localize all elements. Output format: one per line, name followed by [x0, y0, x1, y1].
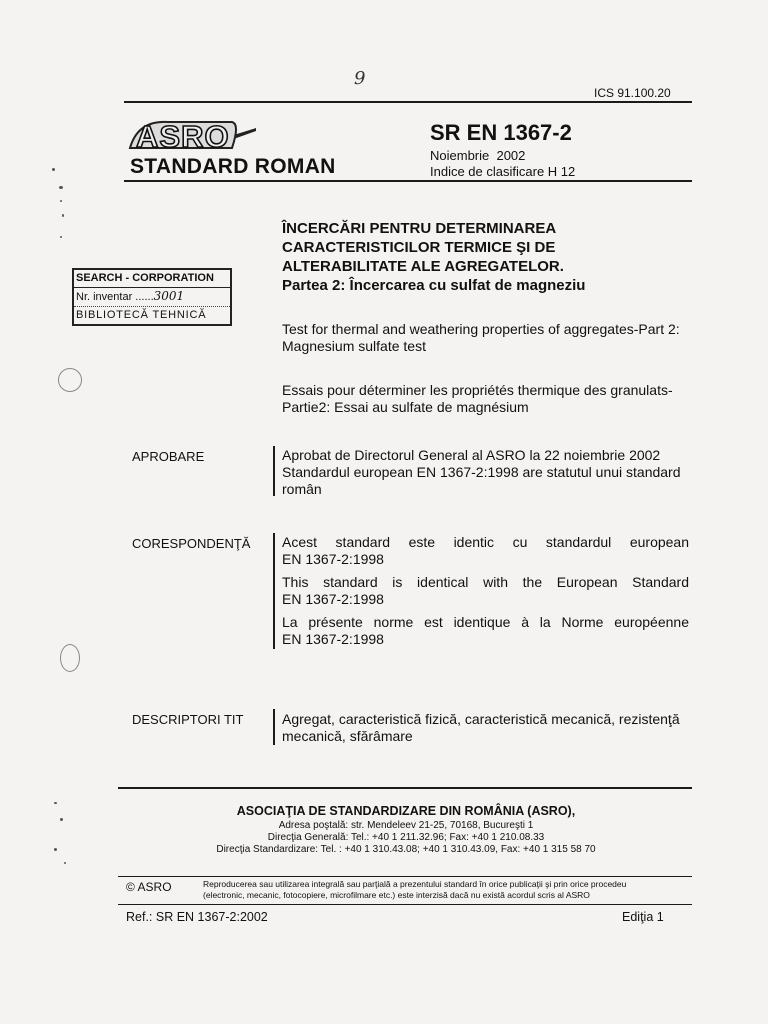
footer-address-line: Direcţia Generală: Tel.: +40 1 211.32.96; Fax: +40 1 210.08.33 [267, 832, 545, 843]
aprobare-line: român [282, 481, 322, 497]
descriptori-line: Agregat, caracteristică fizică, caracteristică mecanică, rezistenţă [282, 711, 680, 727]
punch-hole-mark [58, 368, 82, 392]
corespondenta-fr-ref: EN 1367-2:1998 [282, 631, 384, 647]
corespondenta-fr-line: La présente norme est identique à la Norme européenne [282, 614, 689, 630]
corespondenta-en-line: This standard is identical with the European Standard [282, 574, 689, 590]
scan-speck [64, 862, 66, 864]
title-fr-line: Partie2: Essai au sulfate de magnésium [282, 399, 529, 415]
stamp-inventory-label: Nr. inventar ...... [76, 291, 154, 303]
punch-hole-mark [60, 644, 80, 672]
publication-date: Noiembrie 2002 [430, 148, 526, 163]
stamp-line-3: BIBLIOTECĂ TEHNICĂ [76, 309, 207, 321]
footer-address-line: Adresa poştală: str. Mendeleev 21-25, 70168, Bucureşti 1 [278, 820, 534, 831]
stamp-line-1: SEARCH - CORPORATION [74, 270, 230, 288]
descriptori-text [282, 711, 692, 745]
scan-speck [62, 214, 64, 217]
corespondenta-text [282, 534, 689, 648]
title-ro-line: Partea 2: Încercarea cu sulfat de magneziu [282, 277, 586, 294]
stamp-line-2 [74, 288, 230, 307]
descriptori-label: DESCRIPTORI TIT [132, 712, 244, 727]
footer-address [0, 820, 768, 856]
corespondenta-en-ref: EN 1367-2:1998 [282, 591, 384, 607]
standard-number: SR EN 1367-2 [430, 120, 572, 145]
aprobare-bar [273, 446, 275, 496]
handwritten-page-mark: 9 [354, 68, 366, 89]
title-romanian [282, 219, 585, 295]
copyright-notice [203, 879, 626, 901]
scan-speck [60, 236, 62, 238]
asro-logo-graphic [128, 114, 348, 158]
asro-logo [128, 114, 348, 158]
notice-rule [118, 876, 692, 877]
classification-index: Indice de clasificare H 12 [430, 164, 576, 179]
corespondenta-label: CORESPONDENŢĂ [132, 536, 251, 551]
copyright-label: © ASRO [126, 880, 172, 894]
title-french [282, 382, 673, 416]
logo-text: ASRO [136, 119, 230, 154]
title-ro-line: ÎNCERCĂRI PENTRU DETERMINAREA [282, 220, 557, 237]
descriptori-line: mecanică, sfărâmare [282, 728, 413, 744]
corespondenta-ro-ref: EN 1367-2:1998 [282, 551, 384, 567]
brand-name: STANDARD ROMAN [130, 155, 336, 178]
copyright-notice-line: Reproducerea sau utilizarea integrală sau parţială a prezentului standard în orice publicaţii şi prin orice procedeu [203, 879, 627, 889]
stamp-inventory-number: 3001 [153, 289, 185, 303]
title-ro-line: CARACTERISTICILOR TERMICE ŞI DE [282, 239, 556, 256]
scan-speck [59, 186, 63, 189]
title-en-line: Test for thermal and weathering properties of aggregates-Part 2: [282, 321, 680, 337]
top-rule [124, 101, 692, 103]
title-en-line: Magnesium sulfate test [282, 338, 426, 354]
aprobare-line: Standardul european EN 1367-2:1998 are statutul unui standard [282, 464, 681, 480]
title-english [282, 321, 680, 355]
bottom-rule [118, 904, 692, 905]
document-reference: Ref.: SR EN 1367-2:2002 [126, 910, 268, 924]
copyright-notice-line: (electronic, mecanic, fotocopiere, microfilmare etc.) este interzisă dacă nu există acordul scris al ASRO [203, 890, 590, 900]
aprobare-text [282, 447, 694, 498]
edition: Ediţia 1 [622, 910, 664, 924]
header-rule [124, 180, 692, 182]
scan-speck [52, 168, 55, 171]
footer-address-line: Direcţia Standardizare: Tel. : +40 1 310.43.08; +40 1 310.43.09, Fax: +40 1 315 58 70 [216, 844, 596, 855]
library-stamp [72, 268, 232, 326]
aprobare-line: Aprobat de Directorul General al ASRO la 22 noiembrie 2002 [282, 447, 661, 463]
descriptori-bar [273, 709, 275, 745]
footer-organization: ASOCIAŢIA DE STANDARDIZARE DIN ROMÂNIA (ASRO), [236, 804, 576, 818]
aprobare-label: APROBARE [132, 449, 205, 464]
corespondenta-ro-line: Acest standard este identic cu standardul european [282, 534, 689, 550]
title-fr-line: Essais pour déterminer les propriétés thermique des granulats- [282, 382, 673, 398]
footer-rule [118, 787, 692, 789]
scan-speck [60, 200, 62, 202]
title-ro-line: ALTERABILITATE ALE AGREGATELOR. [282, 258, 564, 275]
ics-code: ICS 91.100.20 [594, 86, 671, 100]
corespondenta-bar [273, 533, 275, 649]
